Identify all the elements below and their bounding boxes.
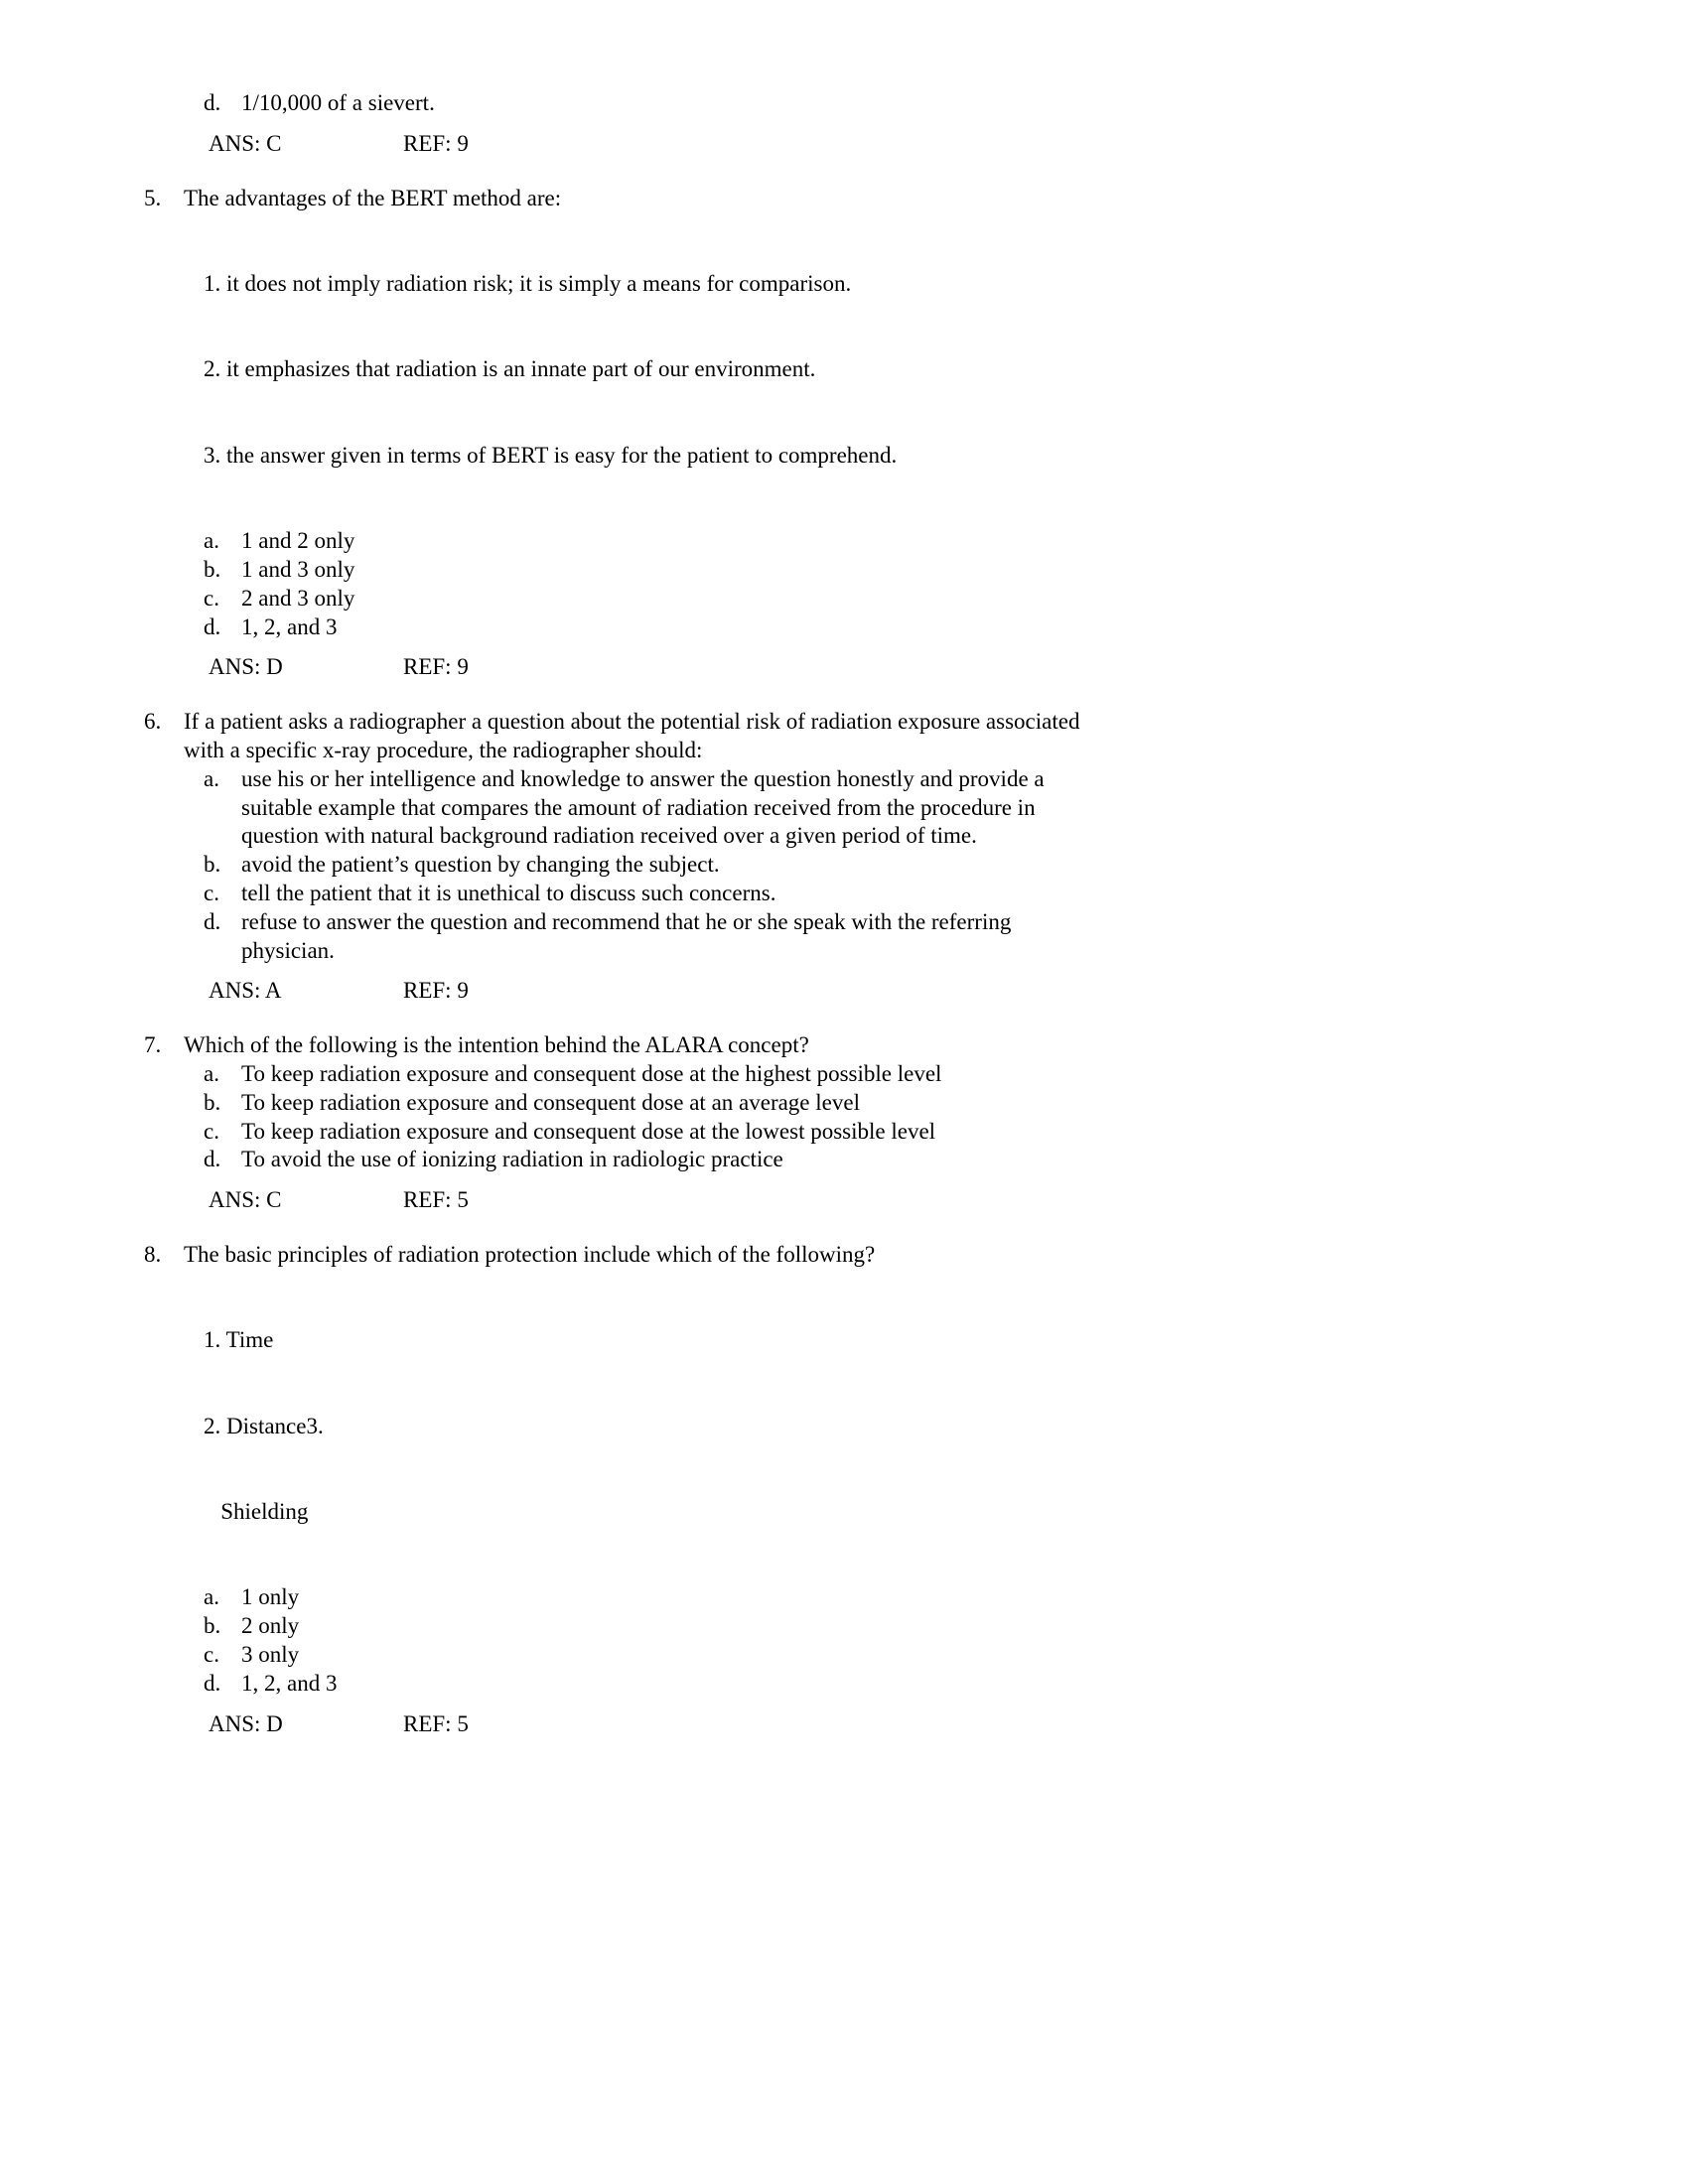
option-row (204, 89, 1077, 118)
option-row (204, 614, 1082, 642)
option-row (204, 880, 1082, 908)
question-number: 7. (144, 1032, 162, 1058)
option-text: tell the patient that it is unethical to discuss such concerns. (241, 880, 776, 905)
option-letter: b. (204, 1613, 221, 1639)
option-text: To avoid the use of ionizing radiation in radiologic practice (241, 1147, 783, 1172)
answer-line (209, 1186, 1688, 1215)
option-row (204, 1089, 1082, 1118)
option-text: avoid the patient’s question by changing the subject. (241, 852, 720, 878)
option-letter: c. (204, 880, 219, 905)
option-text: 3 only (241, 1642, 300, 1668)
question-stem: The basic principles of radiation protection include which of the following? (184, 1241, 876, 1267)
numbered-item: 2. Distance3. (204, 1413, 324, 1438)
option-row (204, 1612, 1082, 1641)
numbered-item: 2. it emphasizes that radiation is an innate part of our environment. (204, 356, 816, 382)
option-letter: a. (204, 1584, 219, 1610)
answer-label: ANS: C (209, 1187, 282, 1213)
option-text: use his or her intelligence and knowledge to answer the question honestly and provide a suitable example that compares the amount of radiation received from the procedure in question with natural background radiation received over a given period of time. (241, 765, 1045, 849)
option-letter: d. (204, 908, 221, 934)
question-stem: The advantages of the BERT method are: (184, 185, 562, 210)
question-number: 5. (144, 185, 162, 210)
option-text: 2 and 3 only (241, 585, 355, 611)
option-row (204, 1641, 1082, 1670)
option-letter: d. (204, 1670, 221, 1696)
ref-label: REF: 9 (403, 978, 469, 1004)
numbered-sublist (204, 1270, 1082, 1584)
question-number: 8. (144, 1241, 162, 1267)
options-list (204, 765, 1082, 966)
question-stem: Which of the following is the intention behind the ALARA concept? (184, 1032, 809, 1058)
question-stem: If a patient asks a radiographer a question about the potential risk of radiation exposure associated with a specific x-ray procedure, the radiographer should: (184, 709, 1080, 762)
answer-line (209, 653, 1688, 682)
numbered-item: Shielding (204, 1499, 309, 1525)
question-block-5 (144, 185, 1688, 683)
option-letter: b. (204, 852, 221, 878)
option-text: refuse to answer the question and recommend that he or she speak with the referring physician. (241, 908, 1012, 963)
option-letter: a. (204, 765, 219, 791)
numbered-item: 1. it does not imply radiation risk; it is simply a means for comparison. (204, 270, 852, 296)
option-text: 2 only (241, 1613, 300, 1639)
answer-line (209, 977, 1688, 1006)
option-text: 1 and 3 only (241, 556, 355, 582)
answer-line (209, 130, 1688, 159)
option-text: 1 only (241, 1584, 300, 1610)
answer-label: ANS: D (209, 1710, 283, 1736)
option-row (204, 1583, 1082, 1612)
option-text: 1, 2, and 3 (241, 1670, 338, 1696)
answer-label: ANS: A (209, 978, 282, 1004)
question-block-7 (144, 1031, 1688, 1215)
option-text: To keep radiation exposure and consequent dose at an average level (241, 1089, 860, 1115)
options-list (204, 1060, 1082, 1174)
option-text: To keep radiation exposure and consequent dose at the highest possible level (241, 1060, 942, 1086)
question-block-8 (144, 1241, 1688, 1739)
question-fragment (144, 89, 1688, 159)
option-letter: d. (204, 90, 221, 115)
option-row (204, 765, 1082, 851)
option-text: 1/10,000 of a sievert. (241, 90, 435, 115)
numbered-item: 1. Time (204, 1327, 274, 1353)
option-row (204, 1670, 1082, 1699)
option-letter: d. (204, 1147, 221, 1172)
answer-label: ANS: C (209, 130, 282, 156)
answer-label: ANS: D (209, 654, 283, 680)
option-row (204, 1146, 1082, 1174)
numbered-item: 3. the answer given in terms of BERT is easy for the patient to comprehend. (204, 442, 898, 468)
ref-label: REF: 5 (403, 1710, 469, 1736)
option-letter: a. (204, 1060, 219, 1086)
question-number: 6. (144, 709, 162, 735)
option-row (204, 1118, 1082, 1147)
ref-label: REF: 9 (403, 130, 469, 156)
option-letter: c. (204, 585, 219, 611)
option-letter: b. (204, 556, 221, 582)
option-letter: d. (204, 614, 221, 639)
options-list (204, 1583, 1082, 1698)
option-letter: c. (204, 1118, 219, 1144)
option-text: To keep radiation exposure and consequent dose at the lowest possible level (241, 1118, 936, 1144)
option-row (204, 556, 1082, 585)
option-text: 1 and 2 only (241, 528, 355, 554)
option-row (204, 908, 1082, 966)
numbered-sublist (204, 212, 1082, 527)
option-letter: a. (204, 528, 219, 554)
options-list (204, 527, 1082, 641)
option-row (204, 851, 1082, 880)
question-block-6 (144, 708, 1688, 1006)
option-letter: b. (204, 1089, 221, 1115)
option-letter: c. (204, 1642, 219, 1668)
ref-label: REF: 9 (403, 654, 469, 680)
option-row (204, 585, 1082, 614)
option-row (204, 527, 1082, 556)
option-row (204, 1060, 1082, 1089)
option-text: 1, 2, and 3 (241, 614, 338, 639)
answer-line (209, 1710, 1688, 1739)
ref-label: REF: 5 (403, 1187, 469, 1213)
